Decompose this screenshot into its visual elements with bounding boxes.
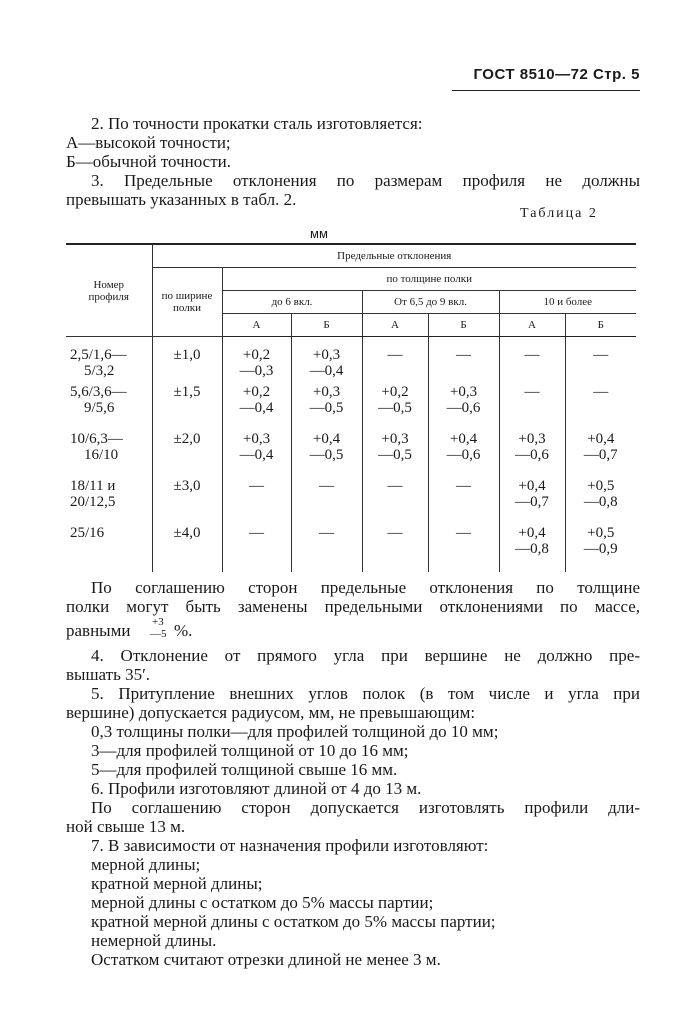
dev-upper: — xyxy=(593,384,609,400)
dev-upper: +0,4 xyxy=(312,431,341,447)
profile-size: 18/11 и xyxy=(70,478,116,494)
note-line1: По соглашению сторон предельные отклонения по толщине xyxy=(91,578,640,597)
dev-upper: — xyxy=(456,478,471,494)
table-row xyxy=(66,337,636,385)
profile-size: 16/10 xyxy=(84,447,119,463)
col-b: Б xyxy=(291,314,362,337)
item-7-line7: Остатком считают отрезки длиной не менее 3 м. xyxy=(91,950,441,969)
dev-lower: —0,4 xyxy=(239,400,274,416)
item-2a: А—высокой точности; xyxy=(66,133,231,152)
width-deviation: ±4,0 xyxy=(152,525,222,572)
header-rule xyxy=(452,90,640,91)
dev-upper: — xyxy=(456,347,471,363)
item-7-line5: кратной мерной длины с остатком до 5% массы партии; xyxy=(91,912,496,931)
dev-upper: — xyxy=(387,347,403,363)
item-2: 2. По точности прокатки сталь изготовляется: xyxy=(91,114,423,133)
dev-lower: —0,5 xyxy=(309,400,344,416)
col-limit-deviations: Предельные отклонения xyxy=(152,244,636,268)
page-header: ГОСТ 8510—72 Стр. 5 xyxy=(473,66,640,83)
dev-upper: +0,3 xyxy=(381,431,409,447)
dev-upper: +0,3 xyxy=(518,431,546,447)
table-row xyxy=(66,478,636,525)
deviation-table xyxy=(66,243,636,572)
col-group-2: От 6,5 до 9 вкл. xyxy=(362,291,499,314)
dev-upper: — xyxy=(249,478,264,494)
item-6-line3: ной свыше 13 м. xyxy=(66,817,186,836)
dev-lower: —0,7 xyxy=(583,447,618,463)
col-group-3: 10 и более xyxy=(499,291,636,314)
col-b: Б xyxy=(565,314,636,337)
profile-size: 20/12,5 xyxy=(70,494,116,510)
col-b: Б xyxy=(428,314,499,337)
item-3-line2: превышать указанных в табл. 2. xyxy=(66,190,297,209)
dev-lower: —0,5 xyxy=(309,447,344,463)
dev-lower: —0,3 xyxy=(239,363,274,379)
profile-size: 2,5/1,6— xyxy=(70,347,127,363)
dev-upper: — xyxy=(319,525,334,541)
dev-lower: —0,4 xyxy=(239,447,274,463)
dev-upper: +0,3 xyxy=(312,347,341,363)
dev-upper: — xyxy=(387,478,403,494)
dev-lower: —0,5 xyxy=(378,400,412,416)
note-equal-label: равными xyxy=(66,621,131,640)
col-by-thickness: по толщине полки xyxy=(222,268,636,291)
col-by-width: по ширине полки xyxy=(152,268,222,337)
width-deviation: ±3,0 xyxy=(152,478,222,525)
col-a: А xyxy=(222,314,291,337)
table-title: Таблица 2 xyxy=(520,206,598,221)
width-deviation: ±1,0 xyxy=(152,337,222,385)
tolerance-lower: —5 xyxy=(150,628,167,640)
item-4-line1: 4. Отклонение от прямого угла при вершине не должно пре- xyxy=(91,646,640,665)
table-units: мм xyxy=(310,226,328,241)
dev-upper: +0,4 xyxy=(518,525,546,541)
item-7-line4: мерной длины с остатком до 5% массы партии; xyxy=(91,893,434,912)
dev-upper: +0,3 xyxy=(312,384,341,400)
dev-upper: — xyxy=(524,384,540,400)
item-5-line1: 5. Притупление внешних углов полок (в том числе и угла при xyxy=(91,684,640,703)
dev-lower: —0,8 xyxy=(515,541,549,557)
col-a: А xyxy=(499,314,565,337)
col-a: А xyxy=(362,314,428,337)
dev-upper: +0,5 xyxy=(587,525,615,541)
item-2b: Б—обычной точности. xyxy=(66,152,231,171)
item-6-line2: По соглашению сторон допускается изготовлять профили дли- xyxy=(91,798,640,817)
item-5-line5: 5—для профилей толщиной свыше 16 мм. xyxy=(91,760,398,779)
dev-upper: +0,3 xyxy=(242,431,271,447)
profile-size: 25/16 xyxy=(70,525,105,541)
dev-lower: —0,6 xyxy=(446,447,481,463)
item-4-line2: вышать 35′. xyxy=(66,665,151,684)
profile-size: 5,6/3,6— xyxy=(70,384,127,400)
dev-lower: —0,6 xyxy=(446,400,481,416)
col-group-1: до 6 вкл. xyxy=(222,291,362,314)
item-5-line2: вершине) допускается радиусом, мм, не превышающим: xyxy=(66,703,476,722)
table-row xyxy=(66,431,636,478)
percent-sign: %. xyxy=(174,621,193,640)
dev-upper: +0,2 xyxy=(242,384,271,400)
item-5-line4: 3—для профилей толщиной от 10 до 16 мм; xyxy=(91,741,409,760)
dev-upper: +0,4 xyxy=(449,431,478,447)
dev-upper: — xyxy=(524,347,540,363)
dev-lower: —0,4 xyxy=(309,363,344,379)
item-6: 6. Профили изготовляют длиной от 4 до 13 м. xyxy=(91,779,422,798)
item-7-line6: немерной длины. xyxy=(91,931,217,950)
dev-upper: +0,4 xyxy=(518,478,546,494)
note-line3 xyxy=(66,616,366,642)
dev-upper: +0,3 xyxy=(449,384,478,400)
dev-upper: — xyxy=(319,478,334,494)
dev-upper: — xyxy=(249,525,264,541)
dev-upper: +0,2 xyxy=(242,347,271,363)
profile-size: 9/5,6 xyxy=(84,400,115,416)
dev-lower: —0,7 xyxy=(515,494,549,510)
dev-upper: +0,4 xyxy=(587,431,615,447)
item-7-line2: мерной длины; xyxy=(91,855,201,874)
profile-size: 10/6,3— xyxy=(70,431,123,447)
dev-lower: —0,6 xyxy=(515,447,549,463)
item-5-line3: 0,3 толщины полки—для профилей толщиной до 10 мм; xyxy=(91,722,499,741)
item-7-line3: кратной мерной длины; xyxy=(91,874,263,893)
width-deviation: ±2,0 xyxy=(152,431,222,478)
table-row xyxy=(66,384,636,431)
tolerance-upper: +3 xyxy=(152,616,164,628)
dev-upper: +0,5 xyxy=(587,478,615,494)
dev-lower: —0,8 xyxy=(583,494,618,510)
dev-lower: —0,5 xyxy=(378,447,412,463)
dev-upper: +0,2 xyxy=(381,384,409,400)
dev-upper: — xyxy=(456,525,471,541)
dev-upper: — xyxy=(387,525,403,541)
profile-size: 5/3,2 xyxy=(84,363,115,379)
col-profile-no: Номер профиля xyxy=(66,244,152,337)
dev-upper: — xyxy=(593,347,609,363)
item-7: 7. В зависимости от назначения профили изготовляют: xyxy=(91,836,489,855)
item-3-line1: 3. Предельные отклонения по размерам профиля не должны xyxy=(91,171,640,190)
table-row xyxy=(66,525,636,572)
note-line2: полки могут быть заменены предельными отклонениями по массе, xyxy=(66,597,640,616)
width-deviation: ±1,5 xyxy=(152,384,222,431)
dev-lower: —0,9 xyxy=(583,541,618,557)
